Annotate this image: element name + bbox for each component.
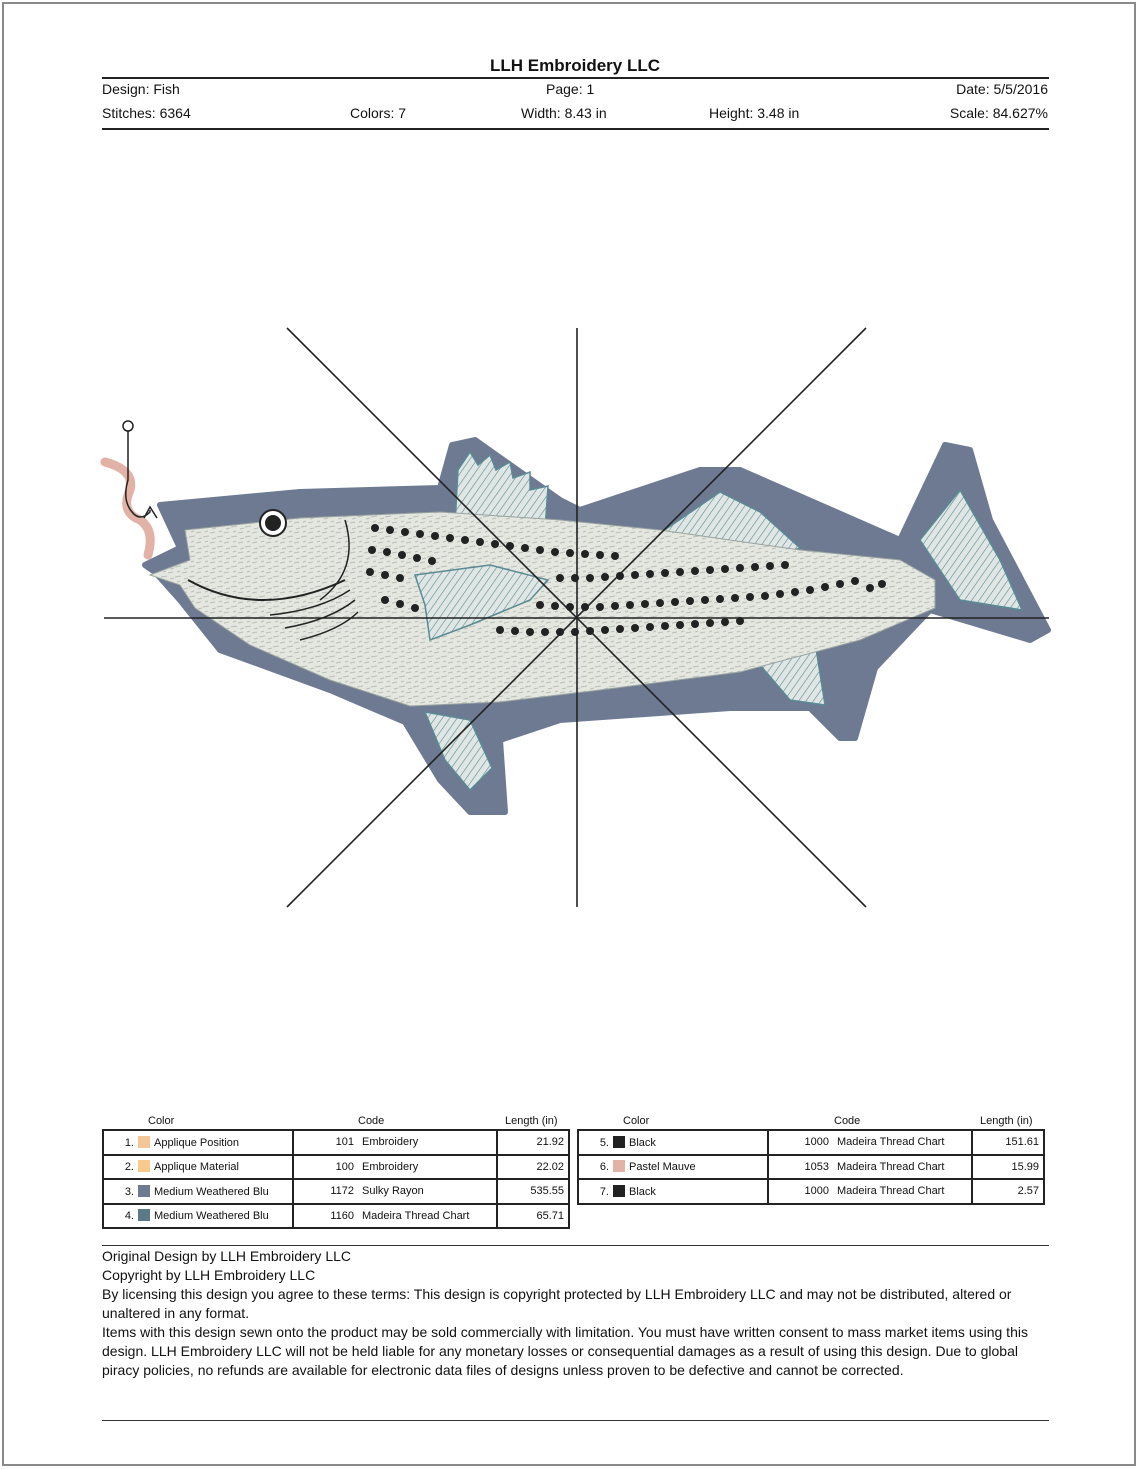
footer-license-terms: By licensing this design you agree to these terms: This design is copyright protected by LLH Embroidery LLC and may not be distributed, altered or unaltered in any format. xyxy=(102,1286,1012,1321)
thread-code-cell xyxy=(768,1155,972,1180)
thread-length: 2.57 xyxy=(972,1179,1044,1204)
thread-brand: Madeira Thread Chart xyxy=(837,1185,945,1198)
color-swatch xyxy=(138,1136,150,1148)
color-swatch xyxy=(138,1160,150,1172)
color-swatch xyxy=(613,1136,625,1148)
design-name: Design: Fish xyxy=(102,81,180,97)
color-swatch xyxy=(138,1209,150,1221)
thread-number: 1. xyxy=(124,1136,134,1149)
thread-color-name: Medium Weathered Blu xyxy=(154,1185,269,1198)
design-width: Width: 8.43 in xyxy=(521,105,607,121)
thread-color-cell xyxy=(578,1155,768,1180)
thread-brand: Sulky Rayon xyxy=(362,1185,424,1198)
right-table-color-header: Color xyxy=(623,1115,650,1127)
color-count: Colors: 7 xyxy=(350,105,407,121)
left-table-length-header: Length (in) xyxy=(505,1115,558,1127)
color-swatch xyxy=(613,1185,625,1197)
thread-color-name: Pastel Mauve xyxy=(629,1161,696,1174)
thread-brand: Embroidery xyxy=(362,1136,419,1149)
thread-length: 22.02 xyxy=(497,1155,569,1180)
thread-color-cell xyxy=(103,1155,293,1180)
thread-color-cell xyxy=(103,1204,293,1229)
thread-code-cell xyxy=(293,1179,497,1204)
thread-color-cell xyxy=(103,1179,293,1204)
thread-length: 535.55 xyxy=(497,1179,569,1204)
thread-code-cell xyxy=(293,1130,497,1155)
left-table-color-header: Color xyxy=(148,1115,175,1127)
thread-code-number: 100 xyxy=(335,1160,354,1173)
table-row xyxy=(103,1179,569,1204)
page-number: Page: 1 xyxy=(546,81,595,97)
thread-table-left xyxy=(102,1129,570,1229)
thread-number: 2. xyxy=(124,1161,134,1174)
thread-code-cell xyxy=(293,1155,497,1180)
company-title: LLH Embroidery LLC xyxy=(489,56,660,75)
thread-code-number: 1000 xyxy=(804,1136,829,1149)
thread-table-right xyxy=(577,1129,1045,1205)
thread-color-cell xyxy=(103,1130,293,1155)
thread-length: 65.71 xyxy=(497,1204,569,1229)
thread-brand: Madeira Thread Chart xyxy=(837,1160,945,1173)
thread-code-number: 1172 xyxy=(330,1185,354,1198)
table-row xyxy=(578,1155,1044,1180)
thread-brand: Madeira Thread Chart xyxy=(362,1209,470,1222)
thread-number: 5. xyxy=(599,1136,609,1149)
footer-top-rule xyxy=(102,1245,1049,1246)
thread-code-number: 1000 xyxy=(804,1185,829,1198)
footer-text xyxy=(102,1247,1047,1380)
worm-and-hook xyxy=(105,421,157,555)
table-row xyxy=(103,1130,569,1155)
thread-color-name: Black xyxy=(629,1185,656,1198)
thread-code-number: 101 xyxy=(335,1136,354,1149)
center-guides xyxy=(104,328,1049,907)
right-table-length-header: Length (in) xyxy=(980,1115,1033,1127)
stitch-count: Stitches: 6364 xyxy=(102,105,191,121)
footer-copyright: Copyright by LLH Embroidery LLC xyxy=(102,1267,316,1283)
thread-color-cell xyxy=(578,1130,768,1155)
design-scale: Scale: 84.627% xyxy=(949,105,1048,121)
thread-number: 6. xyxy=(599,1161,609,1174)
design-height: Height: 3.48 in xyxy=(709,105,800,121)
color-swatch xyxy=(613,1160,625,1172)
thread-code-number: 1053 xyxy=(804,1160,829,1173)
table-row xyxy=(578,1130,1044,1155)
thread-length: 15.99 xyxy=(972,1155,1044,1180)
footer-usage-terms: Items with this design sewn onto the product may be sold commercially with limitation. You must have written consent to mass market items using this design. LLH Embroidery LLC will not be held liable for any monetary losses or consequential damages as a result of using this design. Due to global piracy policies, no refunds are available for electronic data files of designs unless proven to be defective and cannot be corrected. xyxy=(102,1324,1028,1378)
left-table-code-header: Code xyxy=(358,1115,385,1127)
table-row xyxy=(578,1179,1044,1204)
thread-brand: Madeira Thread Chart xyxy=(837,1136,945,1149)
thread-color-name: Medium Weathered Blu xyxy=(154,1210,269,1223)
thread-code-cell xyxy=(768,1130,972,1155)
thread-color-name: Applique Position xyxy=(154,1136,240,1149)
thread-code-number: 1160 xyxy=(330,1209,354,1222)
thread-number: 7. xyxy=(599,1185,609,1198)
table-row xyxy=(103,1155,569,1180)
color-swatch xyxy=(138,1185,150,1197)
thread-length: 151.61 xyxy=(972,1130,1044,1155)
thread-number: 4. xyxy=(124,1210,134,1223)
footer-bottom-rule xyxy=(102,1420,1049,1421)
thread-length: 21.92 xyxy=(497,1130,569,1155)
thread-code-cell xyxy=(768,1179,972,1204)
thread-color-name: Applique Material xyxy=(154,1161,239,1174)
footer-original-design: Original Design by LLH Embroidery LLC xyxy=(102,1248,351,1264)
thread-number: 3. xyxy=(124,1185,134,1198)
right-table-code-header: Code xyxy=(834,1115,861,1127)
thread-color-name: Black xyxy=(629,1136,656,1149)
design-date: Date: 5/5/2016 xyxy=(956,81,1048,97)
thread-brand: Embroidery xyxy=(362,1160,419,1173)
table-row xyxy=(103,1204,569,1229)
thread-code-cell xyxy=(293,1204,497,1229)
thread-color-cell xyxy=(578,1179,768,1204)
